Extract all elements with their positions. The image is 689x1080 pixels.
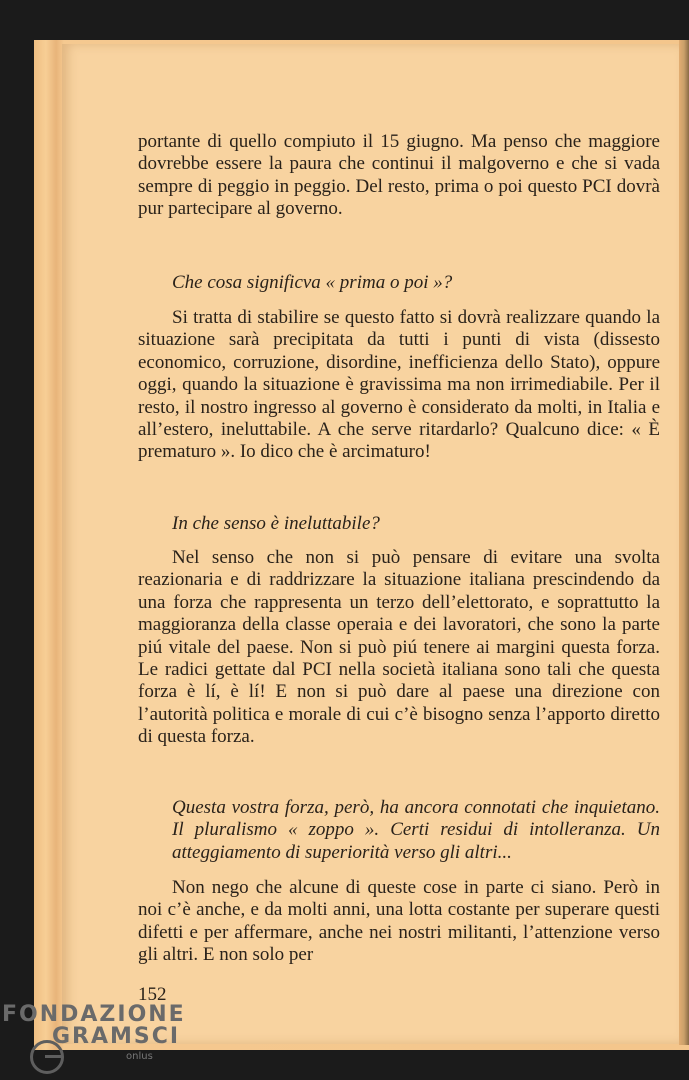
question-2: In che senso è ineluttabile?: [172, 513, 380, 534]
top-paragraph-block: [138, 131, 660, 221]
answer-2: Nel senso che non si può pensare di evitare una svolta reazionaria e di raddrizzare la situazione italiana prescindendo da una forza che rappresenta un terzo dell’elettorato, e soprattutto la maggioranza della classe operaia e dei lavoratori, che sono la parte piú vitale del paese. Non si può piú tenere ai margini questa forza. Le radici gettate dal PCI nella società italiana sono tali che questa forza è lí, è lí! E non si può dare al paese una direzione con l’autorità politica e morale di cui c’è bisogno senza l’apporto diretto di questa forza.: [138, 547, 660, 748]
question-1: Che cosa significva « prima o poi »?: [172, 272, 453, 293]
page-number: 152: [138, 984, 167, 1005]
watermark: [2, 1004, 186, 1062]
answer-2-block: [138, 547, 660, 749]
answer-1: Si tratta di stabilire se questo fatto si dovrà realizzare quando la situazione sarà precipitata da tutti i punti di vista (dissesto economico, corruzione, disordine, inefficienza dello Stato), oppure oggi, quando la situazione è gravissima ma non irrimediabile. Per il resto, il nostro ingresso al governo è considerato da molti, in Italia e all’estero, ineluttabile. A che serve ritardarlo? Qualcuno dice: « È prematuro ». Io dico che è arcimaturo!: [138, 307, 660, 463]
answer-3: Non nego che alcune di queste cose in parte ci siano. Però in noi c’è anche, e da molti anni, una lotta costante per superare questi difetti e per affermare, anche nei nostri militanti, l’attenzione verso gli altri. E non solo per: [138, 877, 660, 966]
page-right-edge: [679, 40, 689, 1045]
answer-3-block: [138, 877, 660, 967]
watermark-line-3: onlus: [126, 1051, 153, 1062]
watermark-line-1: FONDAZIONE: [2, 1002, 186, 1027]
answer-1-block: [138, 307, 660, 464]
watermark-line-2: GRAMSCI: [52, 1024, 181, 1049]
question-3: Questa vostra forza, però, ha ancora connotati che inquietano. Il pluralismo « zoppo ». Certi residui di intolleranza. Un atteggiamento di superiorità verso gli altri...: [172, 797, 660, 863]
top-paragraph: portante di quello compiuto il 15 giugno. Ma penso che maggiore dovrebbe essere la paura che continui il malgoverno e che si vada sempre di peggio in peggio. Del resto, prima o poi questo PCI dovrà pur partecipare al governo.: [138, 131, 660, 220]
